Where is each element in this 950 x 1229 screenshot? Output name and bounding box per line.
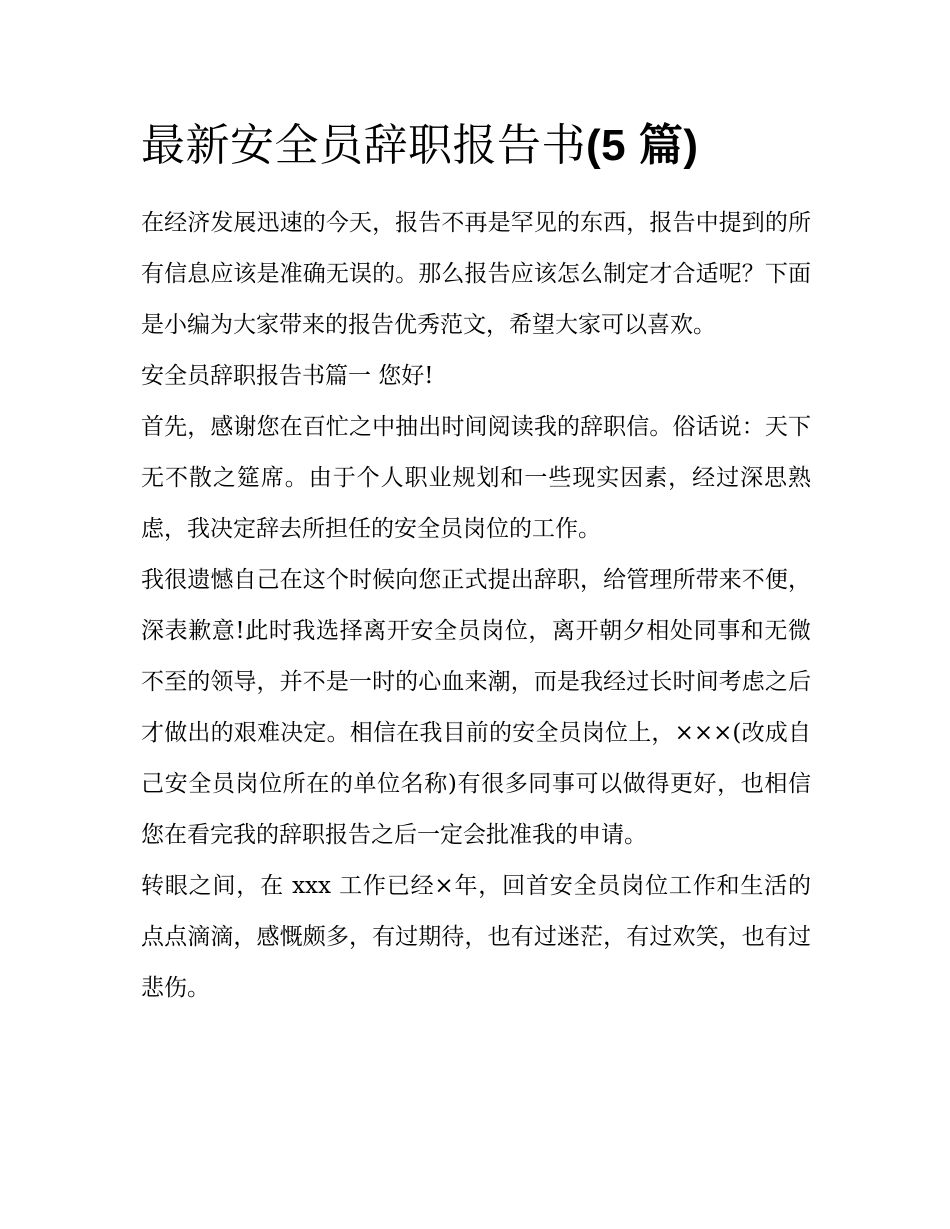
section-heading-paragraph: 安全员辞职报告书篇一 您好! xyxy=(141,363,434,389)
document-content xyxy=(141,110,811,1014)
body-paragraph-reflection: 转眼之间，在 xxx 工作已经×年，回首安全员岗位工作和生活的点点滴滴，感慨颇多，有过期待，也有过迷茫，有过欢笑，也有过悲伤。 xyxy=(141,873,811,1001)
intro-paragraph: 在经济发展迅速的今天，报告不再是罕见的东西，报告中提到的所有信息应该是准确无误的。那么报告应该怎么制定才合适呢？下面是小编为大家带来的报告优秀范文，希望大家可以喜欢。 xyxy=(141,210,811,338)
title-suffix: (5 篇) xyxy=(586,121,699,170)
document-title xyxy=(141,110,811,182)
body-paragraph-regret: 我很遗憾自己在这个时候向您正式提出辞职，给管理所带来不便，深表歉意!此时我选择离开安全员岗位，离开朝夕相处同事和无微不至的领导，并不是一时的心血来潮，而是我经过长时间考虑之后才做出的艰难决定。相信在我目前的安全员岗位上，×××(改成自己安全员岗位所在的单位名称)有很多同事可以做得更好，也相信您在看完我的辞职报告之后一定会批准我的申请。 xyxy=(141,567,811,848)
body-paragraph-thanks: 首先，感谢您在百忙之中抽出时间阅读我的辞职信。俗话说：天下无不散之筵席。由于个人职业规划和一些现实因素，经过深思熟虑，我决定辞去所担任的安全员岗位的工作。 xyxy=(141,414,811,542)
title-main: 最新安全员辞职报告书 xyxy=(141,120,586,171)
